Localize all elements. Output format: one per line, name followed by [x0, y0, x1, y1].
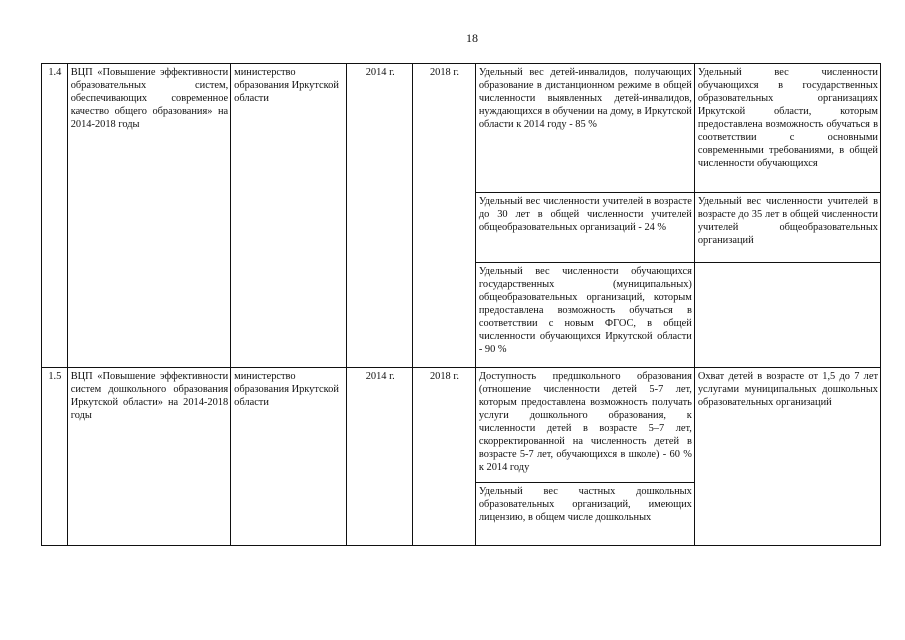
- start-year-cell: 2014 г.: [347, 64, 413, 368]
- indicator-cell: Удельный вес частных дошкольных образовательных организаций, имеющих лицензию, в общем числе дошкольных: [475, 483, 694, 546]
- end-year-cell: 2018 г.: [413, 64, 476, 368]
- result-cell: Удельный вес численности учителей в возрасте до 35 лет в общей численности учителей общеобразовательных организаций: [694, 193, 880, 263]
- program-name-cell: ВЦП «Повышение эффективности систем дошкольного образования Иркутской области» на 2014-2018 годы: [67, 368, 230, 546]
- result-cell: [694, 263, 880, 368]
- executor-cell: министерство образования Иркутской области: [231, 64, 347, 368]
- start-year-cell: 2014 г.: [347, 368, 413, 546]
- program-name-cell: ВЦП «Повышение эффективности образовательных систем, обеспечивающих современное качество общего образования» на 2014-2018 годы: [67, 64, 230, 368]
- table-row: [42, 368, 881, 483]
- row-number-cell: 1.5: [42, 368, 68, 546]
- executor-cell: министерство образования Иркутской области: [231, 368, 347, 546]
- row-number-cell: 1.4: [42, 64, 68, 368]
- indicator-cell: Удельный вес детей-инвалидов, получающих образование в дистанционном режиме в общей численности выявленных детей-инвалидов, нуждающихся в обучении на дому, в Иркутской области к 2014 году - 85 %: [475, 64, 694, 193]
- table-row: [42, 64, 881, 193]
- indicator-cell: Удельный вес численности обучающихся государственных (муниципальных) общеобразовательных организаций, которым предоставлена возможность обучаться в соответствии с новым ФГОС, в общей численности обучающихся Иркутской области - 90 %: [475, 263, 694, 368]
- end-year-cell: 2018 г.: [413, 368, 476, 546]
- result-cell: Удельный вес численности обучающихся в государственных образовательных организациях Иркутской области, которым предоставлена возможность обучаться в соответствии с основными современными требованиями, в общей численности обучающихся: [694, 64, 880, 193]
- indicator-cell: Удельный вес численности учителей в возрасте до 30 лет в общей численности учителей общеобразовательных организаций - 24 %: [475, 193, 694, 263]
- indicator-cell: Доступность предшкольного образования (отношение численности детей 5-7 лет, которым предоставлена возможность получать услуги дошкольного образования, к численности детей в возрасте 5–7 лет, скорректированной на численность детей в возрасте 5-7 лет, обучающихся в школе) - 60 % к 2014 году: [475, 368, 694, 483]
- result-cell: Охват детей в возрасте от 1,5 до 7 лет услугами муниципальных дошкольных образовательных организаций: [694, 368, 880, 546]
- program-table: [41, 63, 881, 546]
- page-number: 18: [466, 31, 478, 45]
